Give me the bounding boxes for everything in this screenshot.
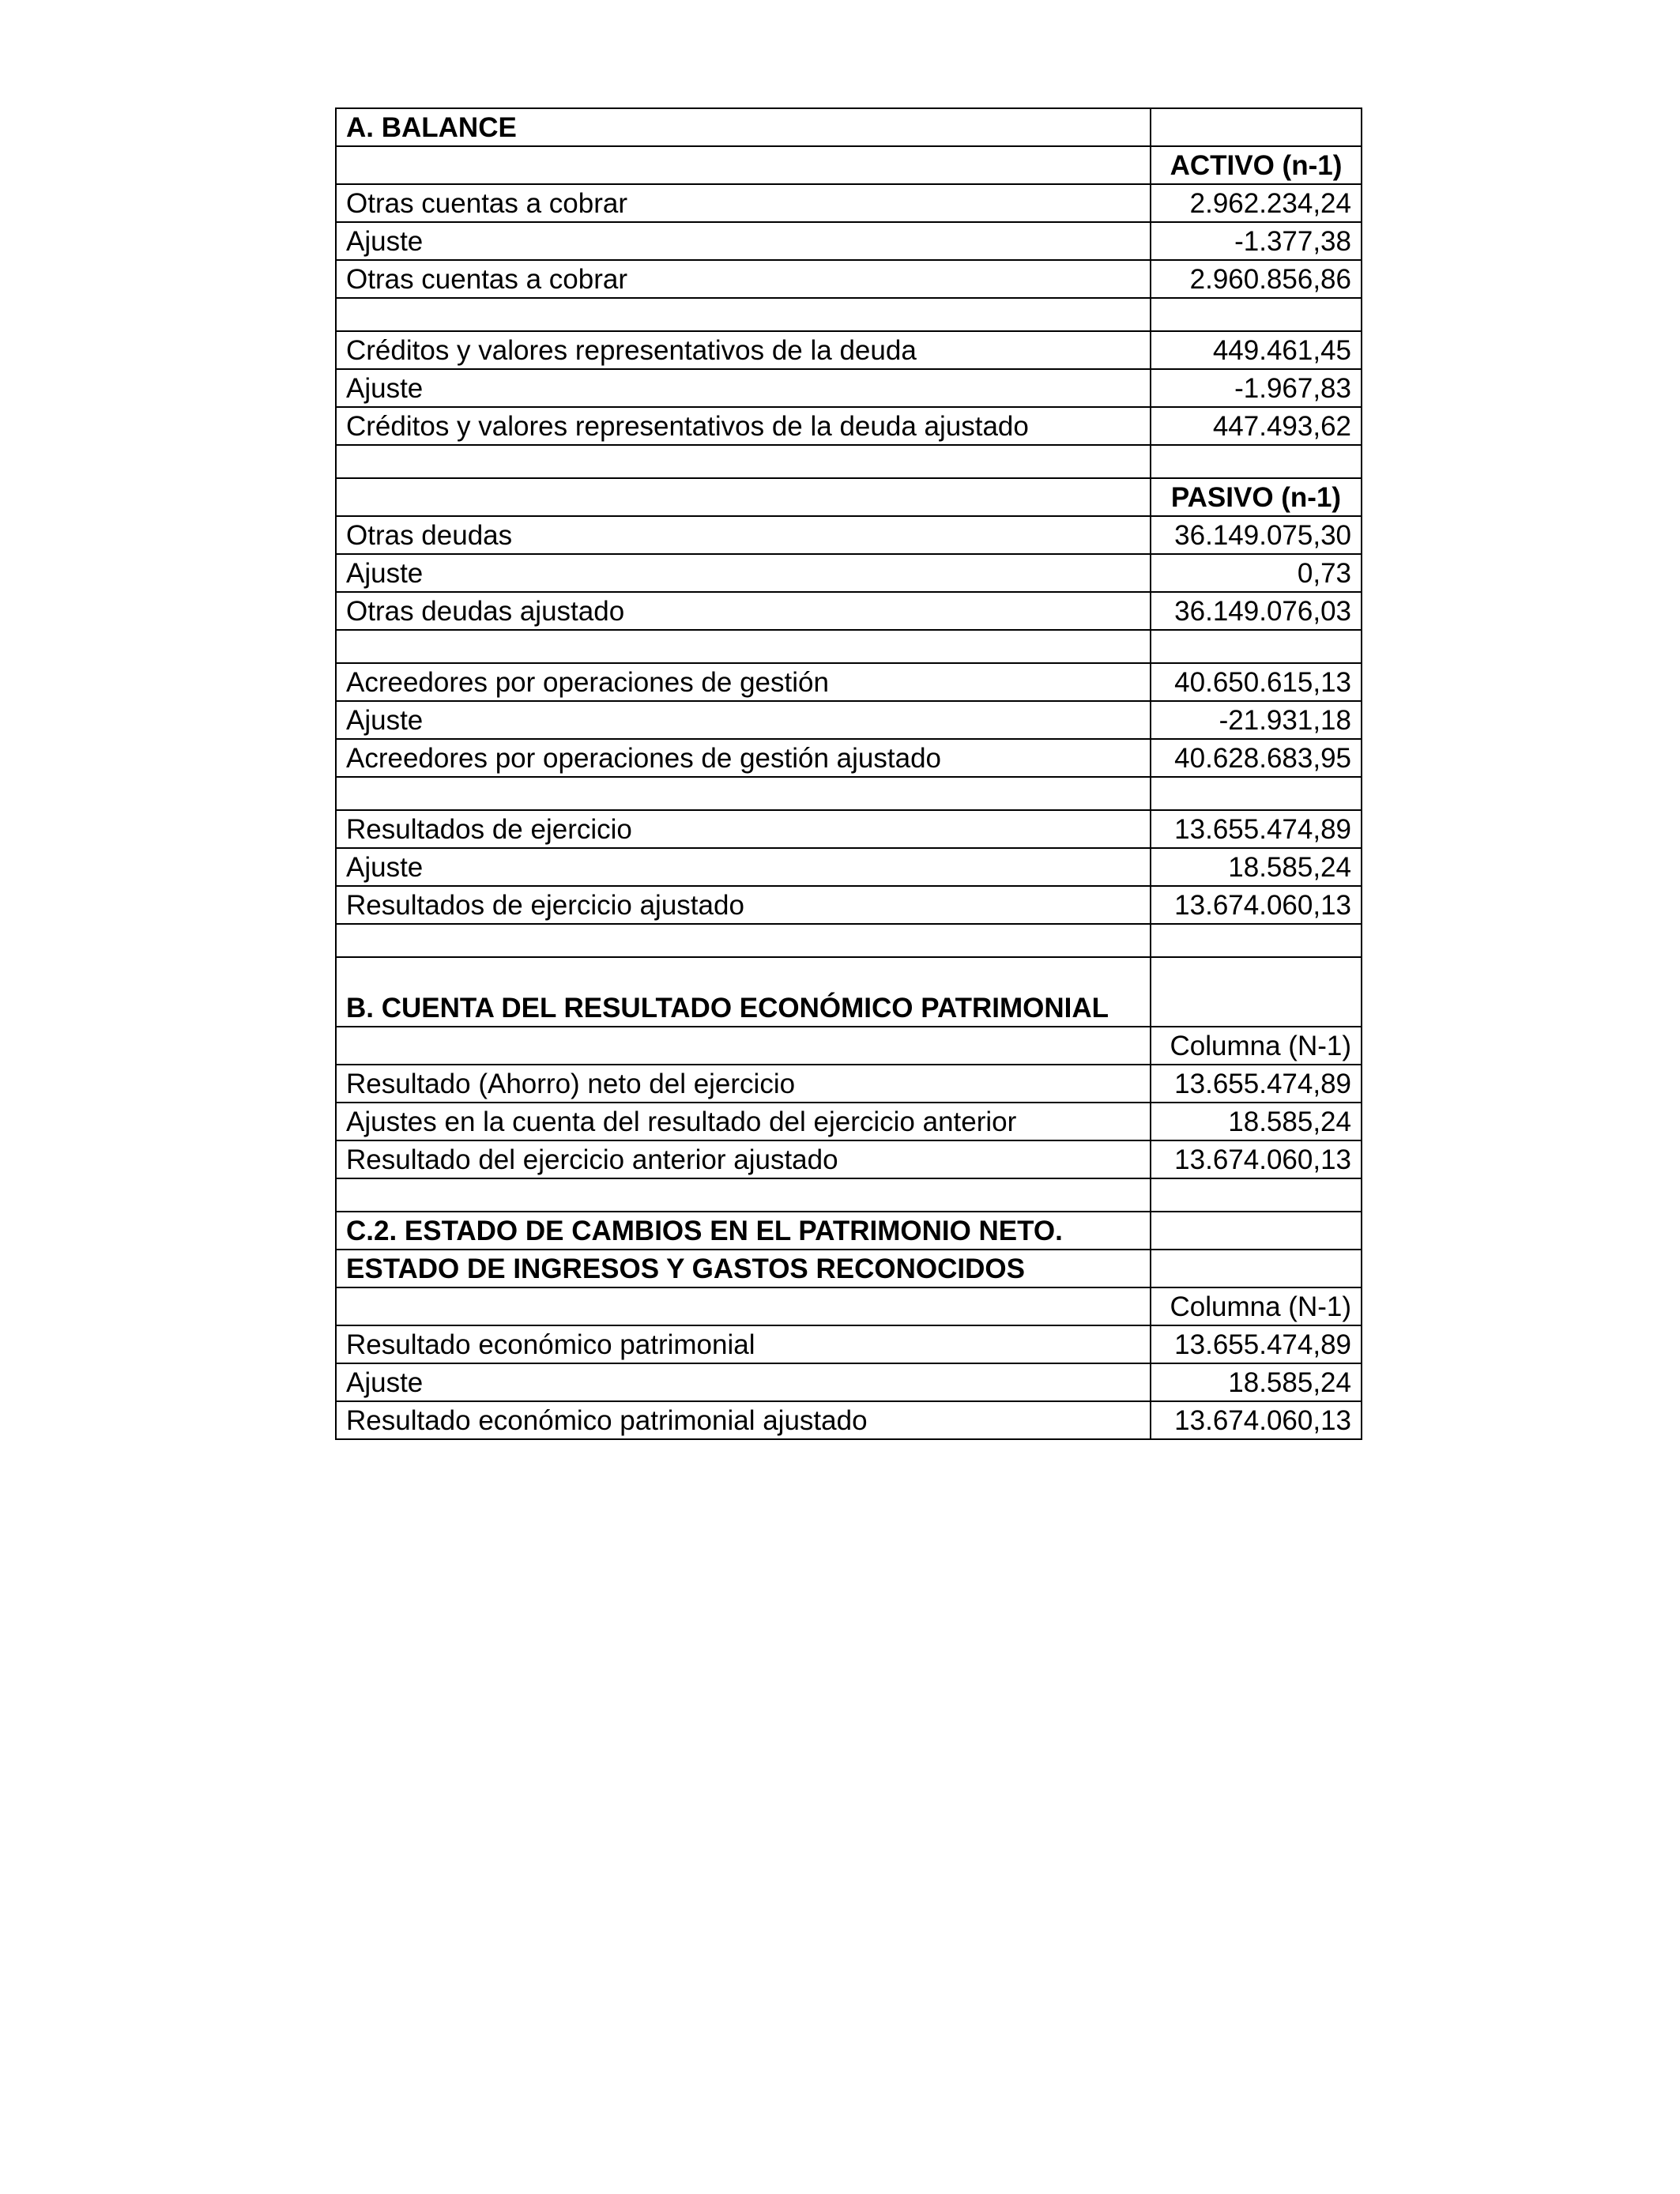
table-row xyxy=(336,222,1362,260)
row-label: Ajuste xyxy=(336,701,1151,739)
section-heading: A. BALANCE xyxy=(336,108,1151,146)
row-label xyxy=(336,1027,1151,1065)
table-body xyxy=(336,108,1362,1439)
row-value xyxy=(1151,1250,1362,1287)
table-row xyxy=(336,108,1362,146)
table-row xyxy=(336,1401,1362,1439)
table-row xyxy=(336,886,1362,924)
row-value: 13.655.474,89 xyxy=(1151,810,1362,848)
table-row xyxy=(336,1287,1362,1325)
row-value: 13.674.060,13 xyxy=(1151,1140,1362,1178)
row-label: Ajuste xyxy=(336,848,1151,886)
row-value: 13.655.474,89 xyxy=(1151,1065,1362,1103)
table-row xyxy=(336,924,1362,957)
row-label: Otras deudas ajustado xyxy=(336,592,1151,630)
row-label: Ajustes en la cuenta del resultado del ejercicio anterior xyxy=(336,1103,1151,1140)
table-row xyxy=(336,260,1362,298)
column-heading: ACTIVO (n-1) xyxy=(1151,146,1362,184)
section-heading: B. CUENTA DEL RESULTADO ECONÓMICO PATRIMONIAL xyxy=(336,957,1151,1027)
row-label xyxy=(336,1287,1151,1325)
row-value xyxy=(1151,957,1362,1027)
row-value: 36.149.075,30 xyxy=(1151,516,1362,554)
column-heading: PASIVO (n-1) xyxy=(1151,478,1362,516)
row-label xyxy=(336,298,1151,331)
table-row xyxy=(336,554,1362,592)
row-label xyxy=(336,445,1151,478)
table-row xyxy=(336,663,1362,701)
row-label: Otras deudas xyxy=(336,516,1151,554)
section-heading: ESTADO DE INGRESOS Y GASTOS RECONOCIDOS xyxy=(336,1250,1151,1287)
row-label: Créditos y valores representativos de la deuda xyxy=(336,331,1151,369)
table-row xyxy=(336,1178,1362,1212)
row-label: Ajuste xyxy=(336,1363,1151,1401)
row-label: Ajuste xyxy=(336,222,1151,260)
financial-adjustments-table xyxy=(335,107,1362,1440)
table-row xyxy=(336,777,1362,810)
table-row xyxy=(336,331,1362,369)
row-label: Resultado del ejercicio anterior ajustado xyxy=(336,1140,1151,1178)
row-value: 13.674.060,13 xyxy=(1151,886,1362,924)
table-row xyxy=(336,1103,1362,1140)
row-value: 13.674.060,13 xyxy=(1151,1401,1362,1439)
row-value: 40.628.683,95 xyxy=(1151,739,1362,777)
row-value xyxy=(1151,445,1362,478)
row-value xyxy=(1151,1212,1362,1250)
row-value: 2.960.856,86 xyxy=(1151,260,1362,298)
row-label xyxy=(336,478,1151,516)
table-row xyxy=(336,1212,1362,1250)
row-label xyxy=(336,1178,1151,1212)
row-label: Ajuste xyxy=(336,554,1151,592)
table-row xyxy=(336,1325,1362,1363)
table-row xyxy=(336,1027,1362,1065)
table-row xyxy=(336,478,1362,516)
table-row xyxy=(336,146,1362,184)
row-value xyxy=(1151,924,1362,957)
row-label xyxy=(336,630,1151,663)
row-value: 18.585,24 xyxy=(1151,848,1362,886)
table-row xyxy=(336,630,1362,663)
table-row xyxy=(336,445,1362,478)
row-label xyxy=(336,924,1151,957)
table-row xyxy=(336,739,1362,777)
row-value: 0,73 xyxy=(1151,554,1362,592)
row-label xyxy=(336,777,1151,810)
table-row xyxy=(336,516,1362,554)
row-value: 18.585,24 xyxy=(1151,1103,1362,1140)
row-value: 13.655.474,89 xyxy=(1151,1325,1362,1363)
table-row xyxy=(336,592,1362,630)
table-row xyxy=(336,407,1362,445)
table-row xyxy=(336,298,1362,331)
row-label: Otras cuentas a cobrar xyxy=(336,184,1151,222)
table-row xyxy=(336,848,1362,886)
row-value: -21.931,18 xyxy=(1151,701,1362,739)
row-label: Ajuste xyxy=(336,369,1151,407)
row-value: 18.585,24 xyxy=(1151,1363,1362,1401)
row-value xyxy=(1151,298,1362,331)
row-value xyxy=(1151,108,1362,146)
column-heading: Columna (N-1) xyxy=(1151,1027,1362,1065)
table-row xyxy=(336,1363,1362,1401)
table-row xyxy=(336,1140,1362,1178)
row-label: Acreedores por operaciones de gestión xyxy=(336,663,1151,701)
row-value: -1.967,83 xyxy=(1151,369,1362,407)
table-row xyxy=(336,1250,1362,1287)
table-row xyxy=(336,957,1362,1027)
row-value xyxy=(1151,630,1362,663)
row-label: Resultado económico patrimonial ajustado xyxy=(336,1401,1151,1439)
table-row xyxy=(336,184,1362,222)
section-heading: C.2. ESTADO DE CAMBIOS EN EL PATRIMONIO NETO. xyxy=(336,1212,1151,1250)
row-label: Resultados de ejercicio xyxy=(336,810,1151,848)
table-row xyxy=(336,810,1362,848)
row-value: -1.377,38 xyxy=(1151,222,1362,260)
table-row xyxy=(336,369,1362,407)
row-label: Acreedores por operaciones de gestión ajustado xyxy=(336,739,1151,777)
row-label: Resultado económico patrimonial xyxy=(336,1325,1151,1363)
row-label: Otras cuentas a cobrar xyxy=(336,260,1151,298)
row-value: 447.493,62 xyxy=(1151,407,1362,445)
row-label: Resultado (Ahorro) neto del ejercicio xyxy=(336,1065,1151,1103)
row-value: 449.461,45 xyxy=(1151,331,1362,369)
row-label xyxy=(336,146,1151,184)
table-row xyxy=(336,1065,1362,1103)
row-value xyxy=(1151,1178,1362,1212)
table-row xyxy=(336,701,1362,739)
row-value: 40.650.615,13 xyxy=(1151,663,1362,701)
row-value xyxy=(1151,777,1362,810)
row-label: Créditos y valores representativos de la deuda ajustado xyxy=(336,407,1151,445)
column-heading: Columna (N-1) xyxy=(1151,1287,1362,1325)
row-value: 2.962.234,24 xyxy=(1151,184,1362,222)
row-value: 36.149.076,03 xyxy=(1151,592,1362,630)
row-label: Resultados de ejercicio ajustado xyxy=(336,886,1151,924)
